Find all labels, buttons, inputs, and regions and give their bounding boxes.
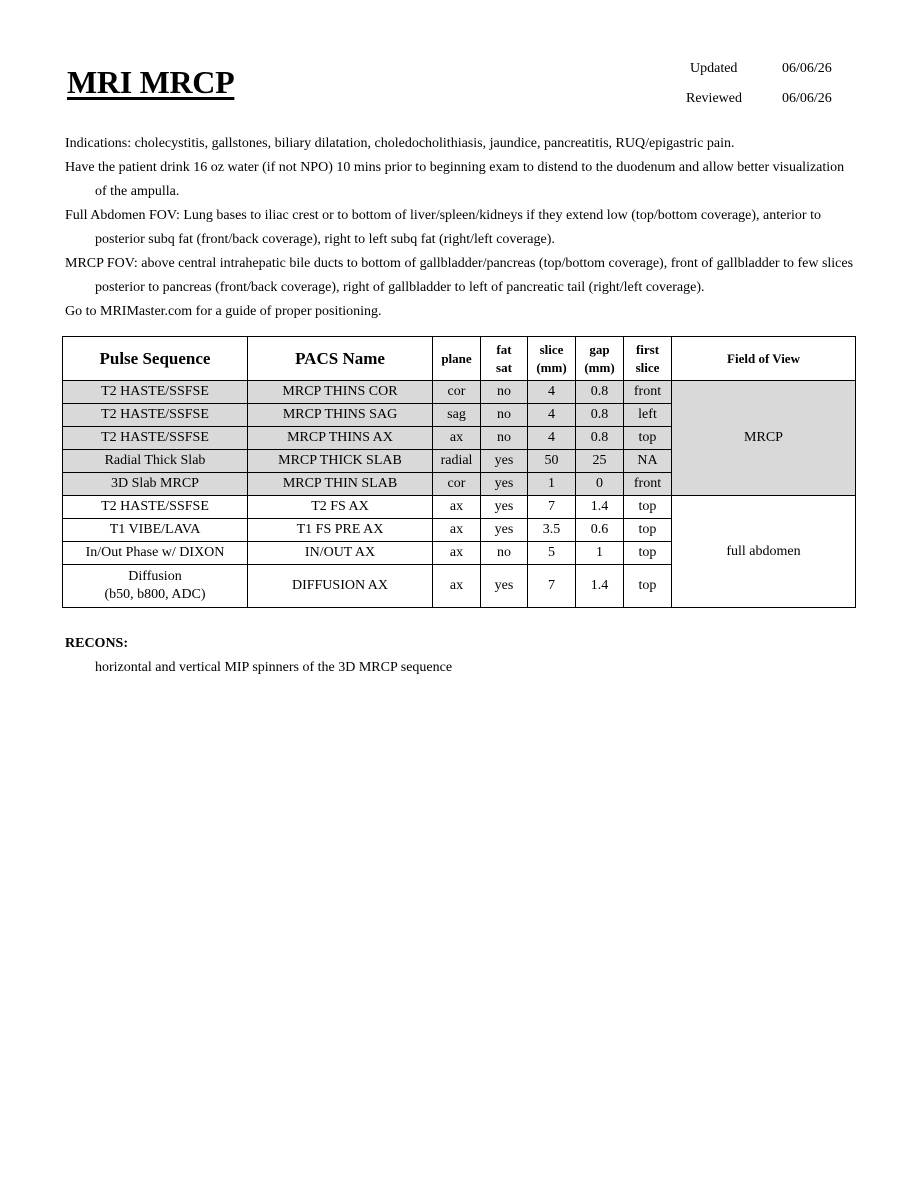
cell-plane: cor [433,381,481,404]
table-row [63,381,856,404]
cell-slice: 4 [528,381,576,404]
header-pulse-sequence: Pulse Sequence [63,337,248,381]
header-plane: plane [433,337,481,381]
cell-first-slice: top [624,565,672,608]
cell-pulse-sequence: T2 HASTE/SSFSE [63,404,248,427]
header-gap-line2: (mm) [584,359,615,375]
cell-pacs-name: DIFFUSION AX [248,565,433,608]
cell-plane: cor [433,473,481,496]
header-slice-line2: (mm) [536,359,567,375]
cell-fat-sat: yes [481,450,528,473]
cell-pulse-sequence: T1 VIBE/LAVA [63,519,248,542]
header-gap [576,337,624,381]
header-slice [528,337,576,381]
cell-fat-sat: no [481,542,528,565]
cell-first-slice: front [624,381,672,404]
cell-fat-sat: yes [481,519,528,542]
cell-plane: ax [433,542,481,565]
cell-slice: 4 [528,404,576,427]
cell-plane: ax [433,565,481,608]
cell-gap: 0.8 [576,427,624,450]
cell-fat-sat: no [481,404,528,427]
header-first-slice-line1: first [635,341,660,357]
cell-pulse-sequence: T2 HASTE/SSFSE [63,496,248,519]
cell-fat-sat: no [481,381,528,404]
cell-pacs-name: IN/OUT AX [248,542,433,565]
header-fat-sat-line2: sat [496,359,512,375]
cell-slice: 7 [528,565,576,608]
reviewed-date: 06/06/26 [782,91,832,106]
header-field-of-view: Field of View [672,337,856,381]
cell-pulse-sequence: 3D Slab MRCP [63,473,248,496]
cell-gap: 0.6 [576,519,624,542]
cell-pacs-name: MRCP THICK SLAB [248,450,433,473]
cell-slice: 50 [528,450,576,473]
cell-pulse-sequence: T2 HASTE/SSFSE [63,427,248,450]
cell-slice: 4 [528,427,576,450]
cell-pacs-name: T2 FS AX [248,496,433,519]
cell-first-slice: NA [624,450,672,473]
cell-slice: 3.5 [528,519,576,542]
cell-gap: 0.8 [576,404,624,427]
indications-text: Indications: cholecystitis, gallstones, biliary dilatation, choledocholithiasis, jaundice, pancreatitis, RUQ/epigastric pain. [65,136,735,151]
cell-pacs-name: MRCP THIN SLAB [248,473,433,496]
cell-pacs-name: MRCP THINS AX [248,427,433,450]
cell-gap: 25 [576,450,624,473]
header-fat-sat-line1: fat [496,341,512,357]
cell-pulse-sequence: Radial Thick Slab [63,450,248,473]
cell-plane: ax [433,519,481,542]
reviewed-label: Reviewed [686,91,742,106]
header-slice-line1: slice [539,341,564,357]
table-header-row [63,337,856,381]
recons-heading: RECONS: [65,636,129,651]
cell-plane: radial [433,450,481,473]
cell-first-slice: top [624,427,672,450]
protocol-table [62,336,856,608]
recons-text: horizontal and vertical MIP spinners of the 3D MRCP sequence [95,660,453,675]
cell-pulse-sequence-line1: Diffusion [128,569,182,584]
cell-gap: 1.4 [576,496,624,519]
cell-slice: 5 [528,542,576,565]
cell-gap: 0 [576,473,624,496]
cell-fat-sat: no [481,427,528,450]
mrcp-fov-text: MRCP FOV: above central intrahepatic bile ducts to bottom of gallbladder/pancreas (top/bottom coverage), front of gallbladder to few slices posterior to pancreas (front/back coverage), right of gallbladder to left of pancreatic tail (right/left coverage). [65,256,854,295]
cell-first-slice: top [624,542,672,565]
cell-pacs-name: MRCP THINS COR [248,381,433,404]
cell-pacs-name: MRCP THINS SAG [248,404,433,427]
table-row [63,496,856,519]
cell-gap: 1.4 [576,565,624,608]
header-first-slice [624,337,672,381]
cell-gap: 0.8 [576,381,624,404]
updated-label: Updated [690,61,738,76]
header-fat-sat [481,337,528,381]
cell-pacs-name: T1 FS PRE AX [248,519,433,542]
cell-first-slice: left [624,404,672,427]
cell-plane: ax [433,496,481,519]
cell-pulse-sequence-line2: (b50, b800, ADC) [104,587,206,602]
cell-slice: 1 [528,473,576,496]
cell-fat-sat: yes [481,565,528,608]
header-first-slice-line2: slice [635,359,660,375]
updated-date: 06/06/26 [782,61,832,76]
cell-fat-sat: yes [481,496,528,519]
positioning-guide-text: Go to MRIMaster.com for a guide of proper positioning. [65,304,382,319]
page-title: MRI MRCP [67,64,235,100]
cell-first-slice: front [624,473,672,496]
cell-fov-mrcp: MRCP [672,381,856,496]
cell-first-slice: top [624,519,672,542]
cell-plane: ax [433,427,481,450]
water-prep-text: Have the patient drink 16 oz water (if not NPO) 10 mins prior to beginning exam to distend to the duodenum and allow better visualization of the ampulla. [65,160,845,199]
cell-pulse-sequence: T2 HASTE/SSFSE [63,381,248,404]
cell-gap: 1 [576,542,624,565]
cell-pulse-sequence [63,565,248,608]
instructions [65,132,855,324]
cell-first-slice: top [624,496,672,519]
cell-fov-full-abdomen: full abdomen [672,496,856,608]
cell-plane: sag [433,404,481,427]
full-abdomen-fov-text: Full Abdomen FOV: Lung bases to iliac crest or to bottom of liver/spleen/kidneys if they extend low (top/bottom coverage), anterior to posterior subq fat (front/back coverage), right to left subq fat (right/left coverage). [65,208,821,247]
header-pacs-name: PACS Name [248,337,433,381]
cell-pulse-sequence: In/Out Phase w/ DIXON [63,542,248,565]
header-gap-line1: gap [589,341,610,357]
cell-slice: 7 [528,496,576,519]
cell-fat-sat: yes [481,473,528,496]
